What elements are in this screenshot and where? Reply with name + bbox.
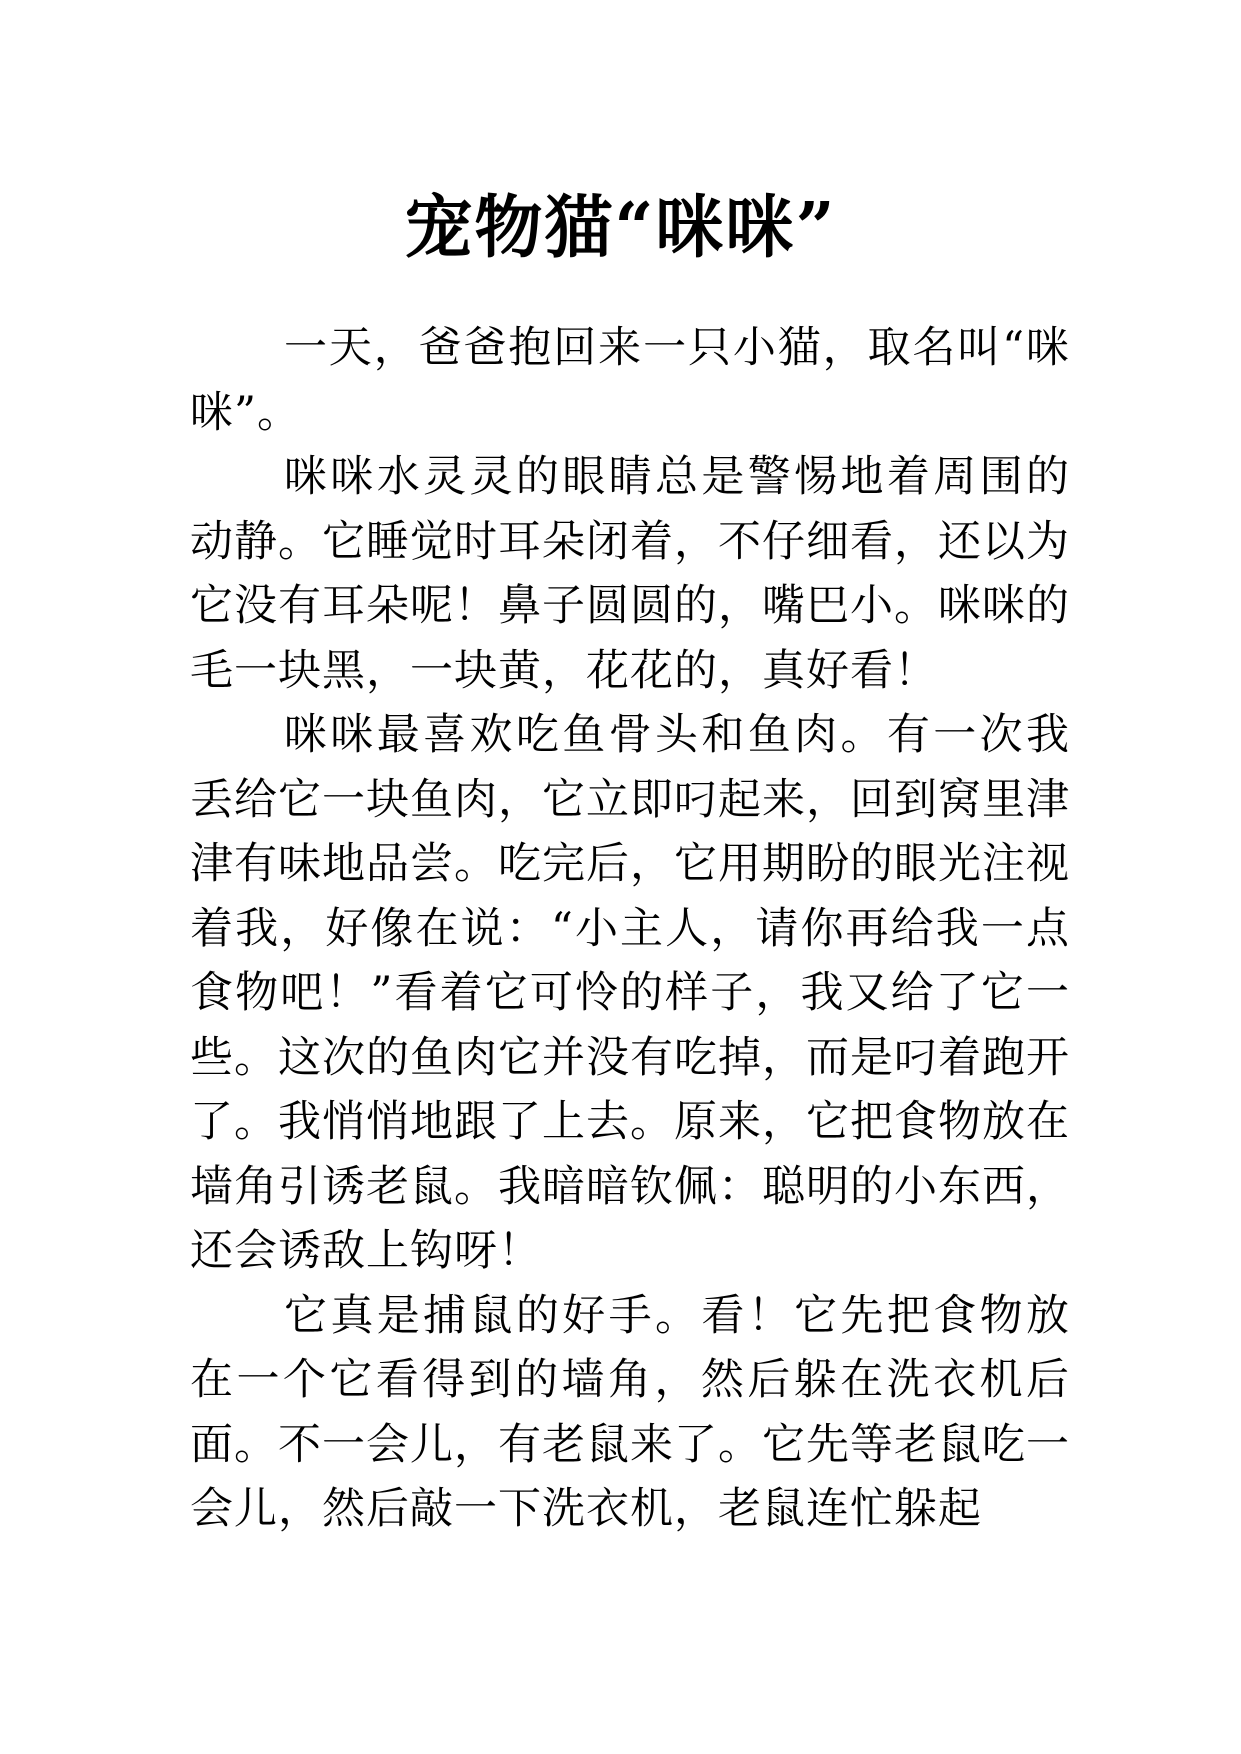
- paragraph: 咪咪水灵灵的眼睛总是警惕地着周围的动静。它睡觉时耳朵闭着，不仔细看，还以为它没有耳朵呢！鼻子圆圆的，嘴巴小。咪咪的毛一块黑，一块黄，花花的，真好看！: [190, 452, 1070, 696]
- document-title: 宠物猫“咪咪”: [404, 187, 837, 268]
- paragraph: 它真是捕鼠的好手。看！它先把食物放在一个它看得到的墙角，然后躲在洗衣机后面。不一会儿，有老鼠来了。它先等老鼠吃一会儿，然后敲一下洗衣机，老鼠连忙躲起: [190, 1290, 1070, 1534]
- document-body: [190, 316, 1070, 1542]
- paragraph: 一天，爸爸抱回来一只小猫，取名叫“咪咪”。: [190, 323, 1070, 438]
- paragraph: 咪咪最喜欢吃鱼骨头和鱼肉。有一次我丢给它一块鱼肉，它立即叼起来，回到窝里津津有味地品尝。吃完后，它用期盼的眼光注视着我，好像在说：“小主人，请你再给我一点食物吧！”看着它可怜的样子，我又给了它一些。这次的鱼肉它并没有吃掉，而是叼着跑开了。我悄悄地跟了上去。原来，它把食物放在墙角引诱老鼠。我暗暗钦佩：聪明的小东西，还会诱敌上钩呀！: [190, 710, 1070, 1276]
